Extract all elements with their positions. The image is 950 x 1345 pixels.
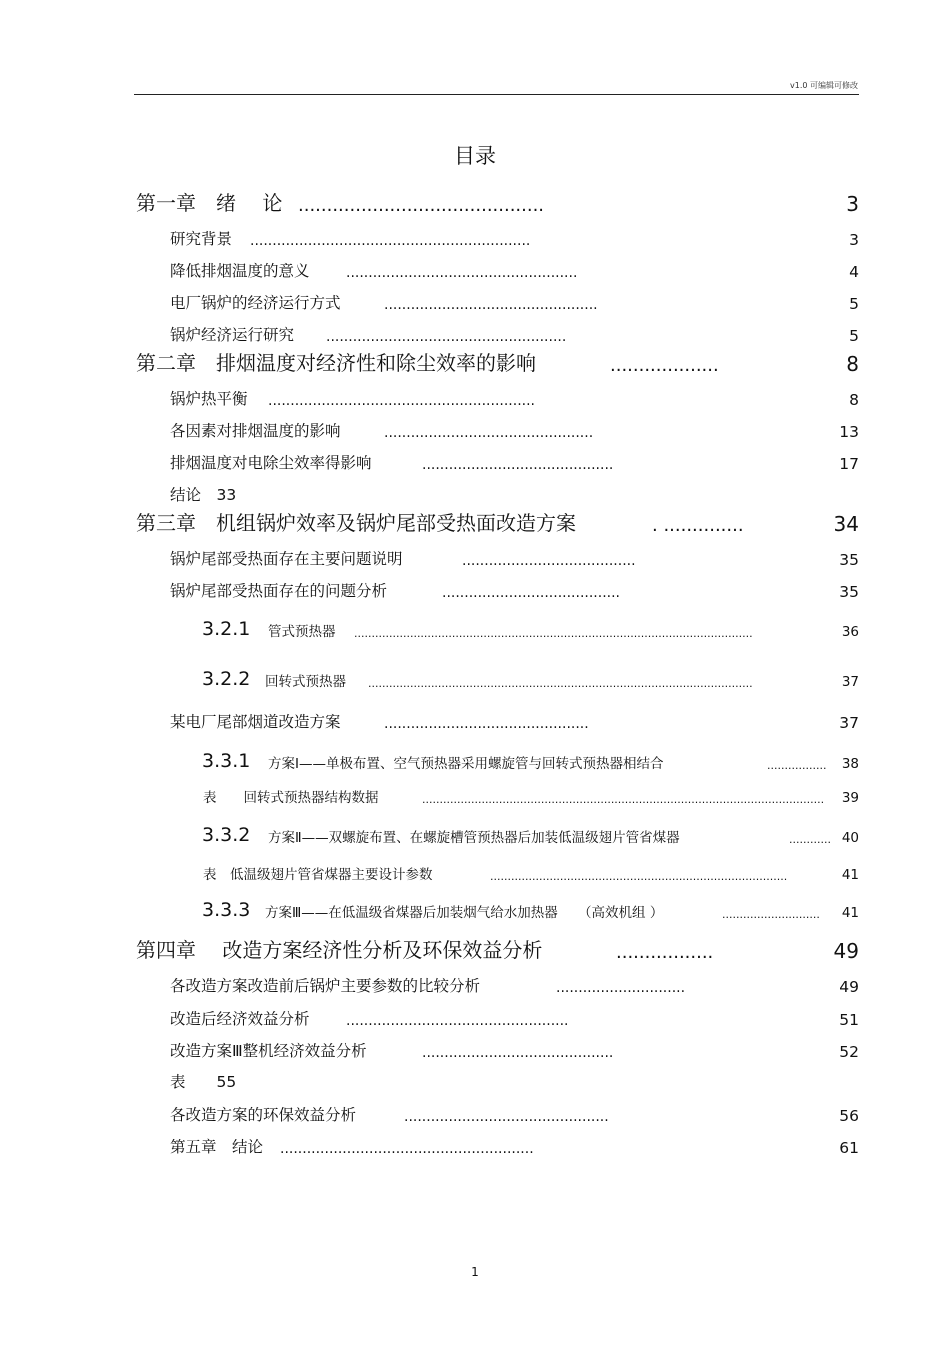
toc-entry-label: 回转式预热器 (265, 674, 346, 690)
toc-entry-number: 3.2.2 (202, 668, 251, 690)
toc-entry-label: 改造后经济效益分析 (170, 1010, 310, 1028)
toc-entry-label: 各改造方案改造前后锅炉主要参数的比较分析 (170, 977, 481, 995)
toc-entry[interactable] (0, 783, 950, 809)
toc-entry-page: 41 (841, 905, 859, 921)
toc-entry[interactable] (0, 258, 950, 284)
toc-entry-label: 第二章 排烟温度对经济性和除尘效率的影响 (136, 351, 536, 375)
toc-entry-label: 管式预热器 (268, 624, 336, 640)
toc-entry-page: 49 (839, 978, 859, 996)
toc-entry-leader-dots: ................................................ (384, 297, 598, 313)
toc-entry-label: 各因素对排烟温度的影响 (170, 422, 341, 440)
toc-entry-label: 第一章 绪 论 (136, 191, 283, 215)
toc-entry[interactable] (0, 973, 950, 999)
toc-entry-page: 5 (849, 327, 859, 345)
toc-entry[interactable] (0, 1006, 950, 1032)
toc-entry-leader-dots: ............................ (722, 908, 820, 921)
toc-entry[interactable] (0, 1134, 950, 1160)
toc-entry[interactable] (0, 860, 950, 886)
toc-entry-label: 降低排烟温度的意义 (170, 262, 310, 280)
toc-entry-label: 方案Ⅱ——双螺旋布置、在螺旋槽管预热器后加装低温级翅片管省煤器 (268, 830, 680, 846)
toc-entry-page: 49 (833, 939, 859, 963)
toc-entry-leader-dots: ....................................... (462, 553, 636, 569)
toc-entry[interactable] (0, 290, 950, 316)
toc-entry-page: 52 (839, 1043, 859, 1061)
toc-entry-leader-dots: .................................................................................................................. (354, 627, 753, 640)
toc-entry-leader-dots: ........................................... (422, 1045, 614, 1061)
toc-entry-page: 38 (841, 756, 859, 772)
toc-entry-leader-dots: .............................................................................................................. (368, 677, 753, 690)
toc-entry-label: 第五章 结论 (170, 1138, 264, 1156)
toc-entry-page: 13 (839, 423, 859, 441)
toc-entry[interactable] (0, 709, 950, 735)
toc-entry-label: 排烟温度对电除尘效率得影响 (170, 454, 372, 472)
toc-entry-label: 第四章 改造方案经济性分析及环保效益分析 (136, 938, 543, 962)
page-number: 1 (471, 1265, 479, 1279)
toc-entry[interactable] (0, 898, 950, 924)
toc-entry-leader-dots: ............................................................... (250, 233, 531, 249)
toc-entry-label: 某电厂尾部烟道改造方案 (170, 713, 341, 731)
toc-entry[interactable] (0, 940, 950, 966)
toc-entry-page: 4 (849, 263, 859, 281)
toc-entry[interactable] (0, 513, 950, 539)
toc-entry-leader-dots: ................... (610, 355, 719, 376)
toc-entry-page: 35 (839, 583, 859, 601)
toc-entry-label: 锅炉热平衡 (170, 390, 248, 408)
toc-entry-label: 方案Ⅲ——在低温级省煤器后加装烟气给水加热器 （高效机组 ） (265, 905, 664, 921)
toc-title: 目录 (454, 144, 496, 168)
toc-entry-leader-dots: .............................................. (384, 716, 589, 732)
toc-entry-page: 37 (841, 674, 859, 690)
toc-entry-page: 36 (841, 624, 859, 640)
toc-entry-leader-dots: ........................................ (442, 585, 621, 601)
toc-entry[interactable] (0, 386, 950, 412)
toc-entry-page: 56 (839, 1107, 859, 1125)
toc-entry-page: 3 (846, 192, 859, 216)
toc-entry[interactable] (0, 353, 950, 379)
toc-entry[interactable] (0, 226, 950, 252)
toc-entry-leader-dots: .................................................. (346, 1013, 569, 1029)
toc-entry-label: 电厂锅炉的经济运行方式 (170, 294, 341, 312)
toc-entry[interactable] (0, 546, 950, 572)
toc-entry-number: 3.3.3 (202, 899, 251, 921)
toc-entry[interactable] (0, 578, 950, 604)
toc-entry-page: 35 (839, 551, 859, 569)
toc-entry[interactable] (0, 667, 950, 693)
toc-entry-label: 锅炉尾部受热面存在主要问题说明 (170, 550, 403, 568)
toc-entry-leader-dots: ............................................... (384, 425, 594, 441)
toc-entry-leader-dots: ............................................................ (268, 393, 536, 409)
toc-entry-leader-dots: ............................. (556, 980, 686, 996)
toc-entry-page: 37 (839, 714, 859, 732)
toc-entry-leader-dots: ...................................................... (326, 329, 567, 345)
toc-entry-label: 各改造方案的环保效益分析 (170, 1106, 357, 1124)
toc-entry-page: 34 (833, 512, 859, 536)
toc-entry-label: 锅炉经济运行研究 (170, 326, 295, 344)
toc-entry[interactable] (0, 450, 950, 476)
toc-entry-page: 40 (841, 830, 859, 846)
toc-entry-leader-dots: ................. (767, 759, 827, 772)
toc-entry-page: 41 (841, 867, 859, 883)
toc-entry[interactable] (0, 1102, 950, 1128)
toc-entry-leader-dots: ................. (616, 942, 714, 963)
toc-entry-page: 17 (839, 455, 859, 473)
toc-entry-label: 锅炉尾部受热面存在的问题分析 (170, 582, 388, 600)
toc-entry[interactable] (0, 749, 950, 775)
toc-entry-number: 3.3.1 (202, 750, 251, 772)
toc-entry-leader-dots: ................................................................................................................... (422, 793, 825, 806)
toc-entry[interactable] (0, 1038, 950, 1064)
toc-entry[interactable] (0, 823, 950, 849)
toc-entry-leader-dots: .............................................. (404, 1109, 609, 1125)
toc-entry-leader-dots: ............ (789, 833, 831, 846)
toc-entry-leader-dots: ........................................... (298, 195, 545, 216)
toc-entry-page: 8 (849, 391, 859, 409)
toc-entry-label: 方案Ⅰ——单极布置、空气预热器采用螺旋管与回转式预热器相结合 (268, 756, 664, 772)
toc-entry-page: 3 (849, 231, 859, 249)
toc-entry-number: 3.3.2 (202, 824, 251, 846)
toc-entry[interactable] (0, 482, 950, 508)
toc-entry-leader-dots: ........................................... (422, 457, 614, 473)
header-version-tag: v1.0 可编辑可修改 (790, 81, 858, 90)
toc-entry-leader-dots: ..................................................................................... (490, 870, 788, 883)
toc-entry-label: 表 低温级翅片管省煤器主要设计参数 (203, 867, 433, 883)
toc-entry[interactable] (0, 322, 950, 348)
toc-entry-leader-dots: ......................................................... (280, 1141, 534, 1157)
toc-entry[interactable] (0, 193, 950, 219)
toc-entry-label: 改造方案Ⅲ整机经济效益分析 (170, 1042, 367, 1060)
toc-entry-page: 39 (841, 790, 859, 806)
toc-entry-page: 61 (839, 1139, 859, 1157)
toc-entry-label: 表 55 (170, 1073, 237, 1091)
header-rule (134, 94, 859, 95)
toc-entry-label: 结论 33 (170, 486, 237, 504)
toc-entry-number: 3.2.1 (202, 618, 251, 640)
toc-entry-label: 第三章 机组锅炉效率及锅炉尾部受热面改造方案 (136, 511, 576, 535)
toc-entry-leader-dots: . .............. (652, 515, 744, 536)
toc-entry-leader-dots: .................................................... (346, 265, 578, 281)
toc-entry-label: 研究背景 (170, 230, 233, 248)
toc-entry[interactable] (0, 617, 950, 643)
toc-entry[interactable] (0, 1069, 950, 1095)
toc-entry-label: 表 回转式预热器结构数据 (203, 790, 379, 806)
toc-entry-page: 51 (839, 1011, 859, 1029)
toc-entry[interactable] (0, 418, 950, 444)
toc-entry-page: 8 (846, 352, 859, 376)
toc-entry-page: 5 (849, 295, 859, 313)
